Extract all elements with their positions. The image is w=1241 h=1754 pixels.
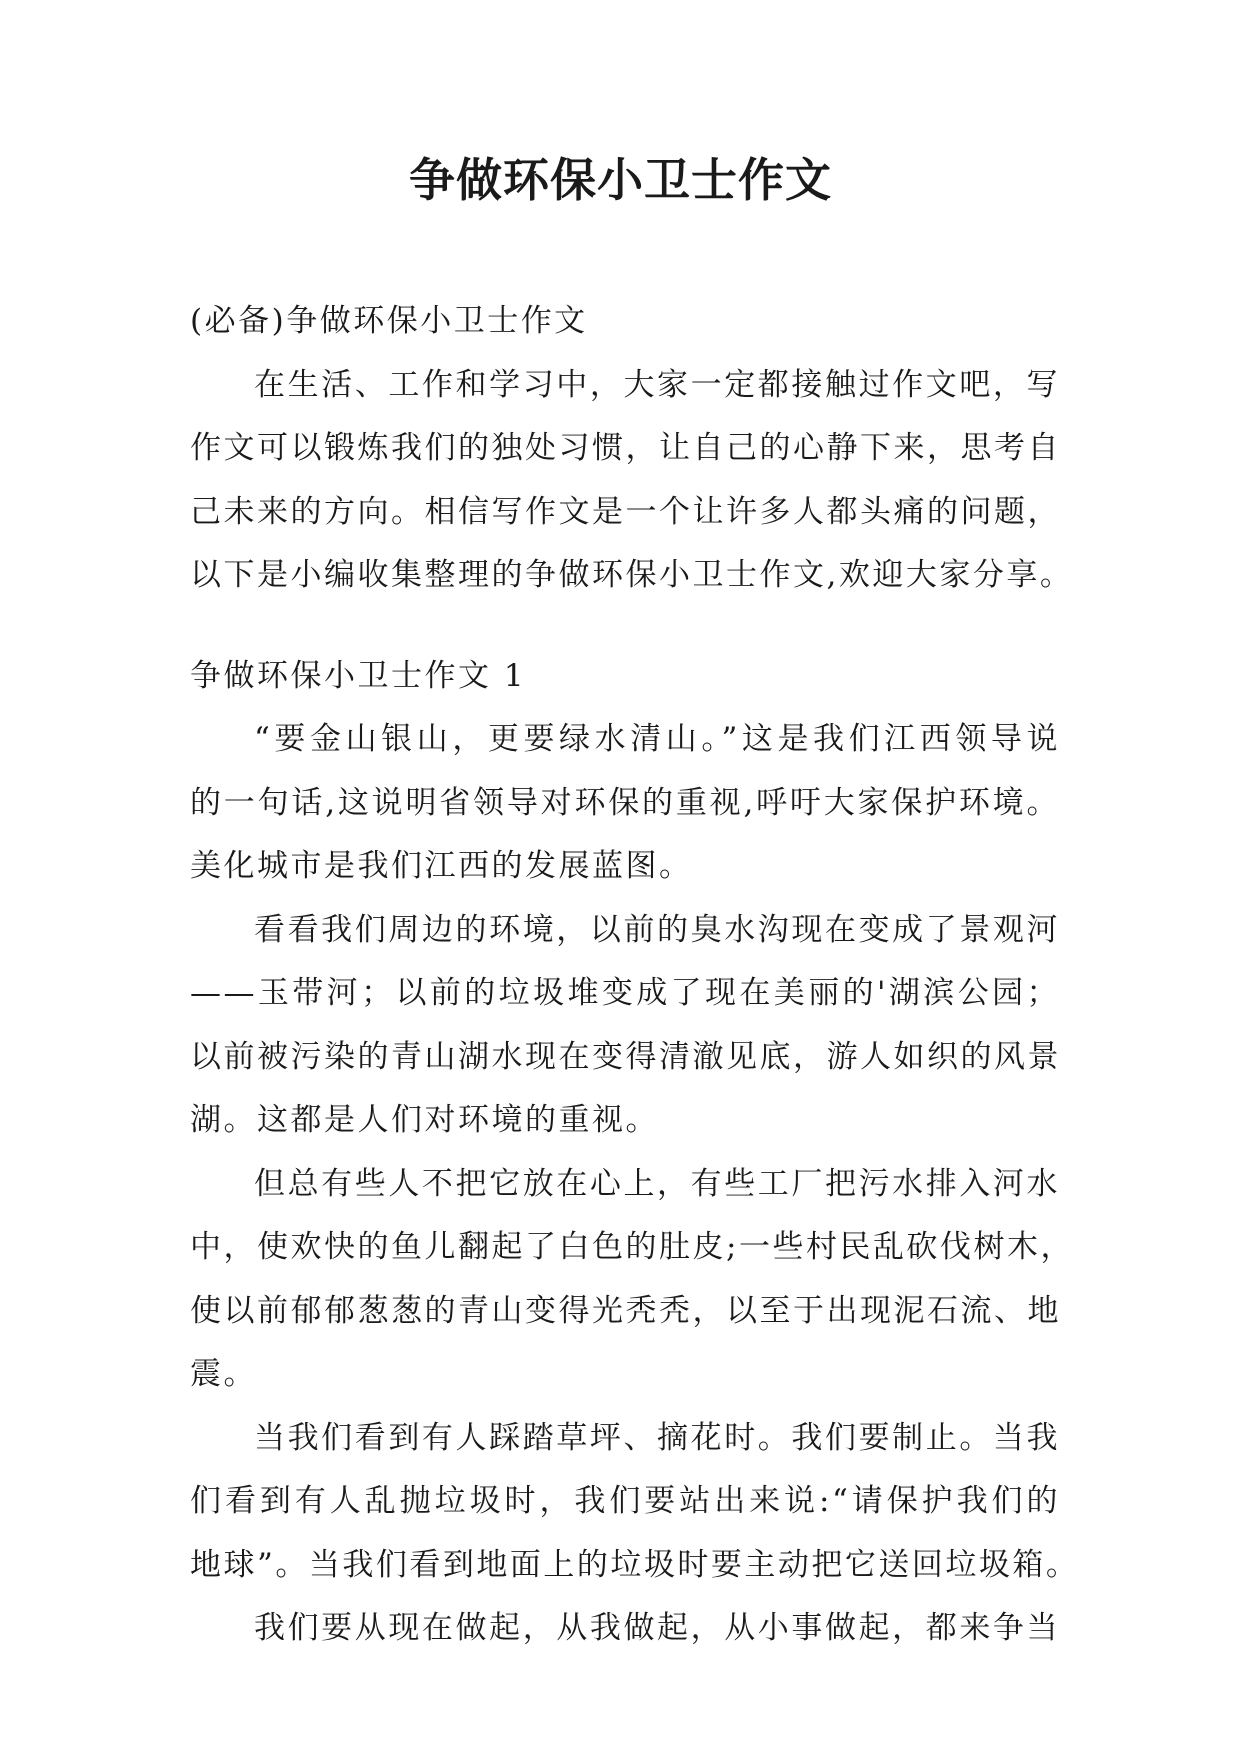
paragraph-line: 在生活、工作和学习中，大家一定都接触过作文吧，写 xyxy=(254,366,1060,403)
paragraph-line: “要金山银山，更要绿水清山。”这是我们江西领导说 xyxy=(254,721,1060,757)
body-paragraph-5 xyxy=(190,1597,1060,1661)
paragraph-line: 们看到有人乱抛垃圾时，我们要站出来说:“请保护我们的 xyxy=(190,1483,1060,1519)
paragraph-line: 己未来的方向。相信写作文是一个让许多人都头痛的问题， xyxy=(190,493,1061,530)
section-heading: 争做环保小卫士作文 1 xyxy=(190,657,527,694)
body-paragraph-2 xyxy=(190,899,1060,1153)
document-body xyxy=(190,290,1080,1661)
paragraph-line: 的一句话,这说明省领导对环保的重视,呼吁大家保护环境。 xyxy=(190,784,1060,821)
paragraph-line: 中，使欢快的鱼儿翻起了白色的肚皮;一些村民乱砍伐树木， xyxy=(190,1229,1074,1265)
paragraph-spacer xyxy=(190,608,1060,645)
intro-paragraph xyxy=(190,354,1074,608)
document-title: 争做环保小卫士作文 xyxy=(409,153,832,207)
body-paragraph-3 xyxy=(190,1153,1074,1407)
paragraph-line: 看看我们周边的环境，以前的臭水沟现在变成了景观河 xyxy=(254,911,1060,948)
paragraph-line: 地球”。当我们看到地面上的垃圾时要主动把它送回垃圾箱。 xyxy=(190,1546,1080,1583)
paragraph-line: 美化城市是我们江西的发展蓝图。 xyxy=(190,848,693,884)
paragraph-line: 当我们看到有人踩踏草坪、摘花时。我们要制止。当我 xyxy=(254,1419,1060,1456)
document-subtitle: (必备)争做环保小卫士作文 xyxy=(190,303,588,339)
paragraph-line: 使以前郁郁葱葱的青山变得光秃秃，以至于出现泥石流、地 xyxy=(190,1292,1061,1329)
body-paragraph-4 xyxy=(190,1407,1080,1598)
paragraph-line: 但总有些人不把它放在心上，有些工厂把污水排入河水 xyxy=(254,1165,1060,1202)
paragraph-line: ——玉带河；以前的垃圾堆变成了现在美丽的'湖滨公园； xyxy=(190,975,1060,1011)
paragraph-line: 以前被污染的青山湖水现在变得清澈见底，游人如织的风景 xyxy=(190,1038,1061,1075)
body-paragraph-1 xyxy=(190,708,1060,899)
paragraph-line: 我们要从现在做起，从我做起，从小事做起，都来争当 xyxy=(254,1610,1060,1646)
paragraph-line: 以下是小编收集整理的争做环保小卫士作文,欢迎大家分享。 xyxy=(190,557,1074,593)
paragraph-line: 作文可以锻炼我们的独处习惯，让自己的心静下来，思考自 xyxy=(190,430,1061,466)
paragraph-line: 震。 xyxy=(190,1356,257,1392)
paragraph-line: 湖。这都是人们对环境的重视。 xyxy=(190,1102,659,1138)
